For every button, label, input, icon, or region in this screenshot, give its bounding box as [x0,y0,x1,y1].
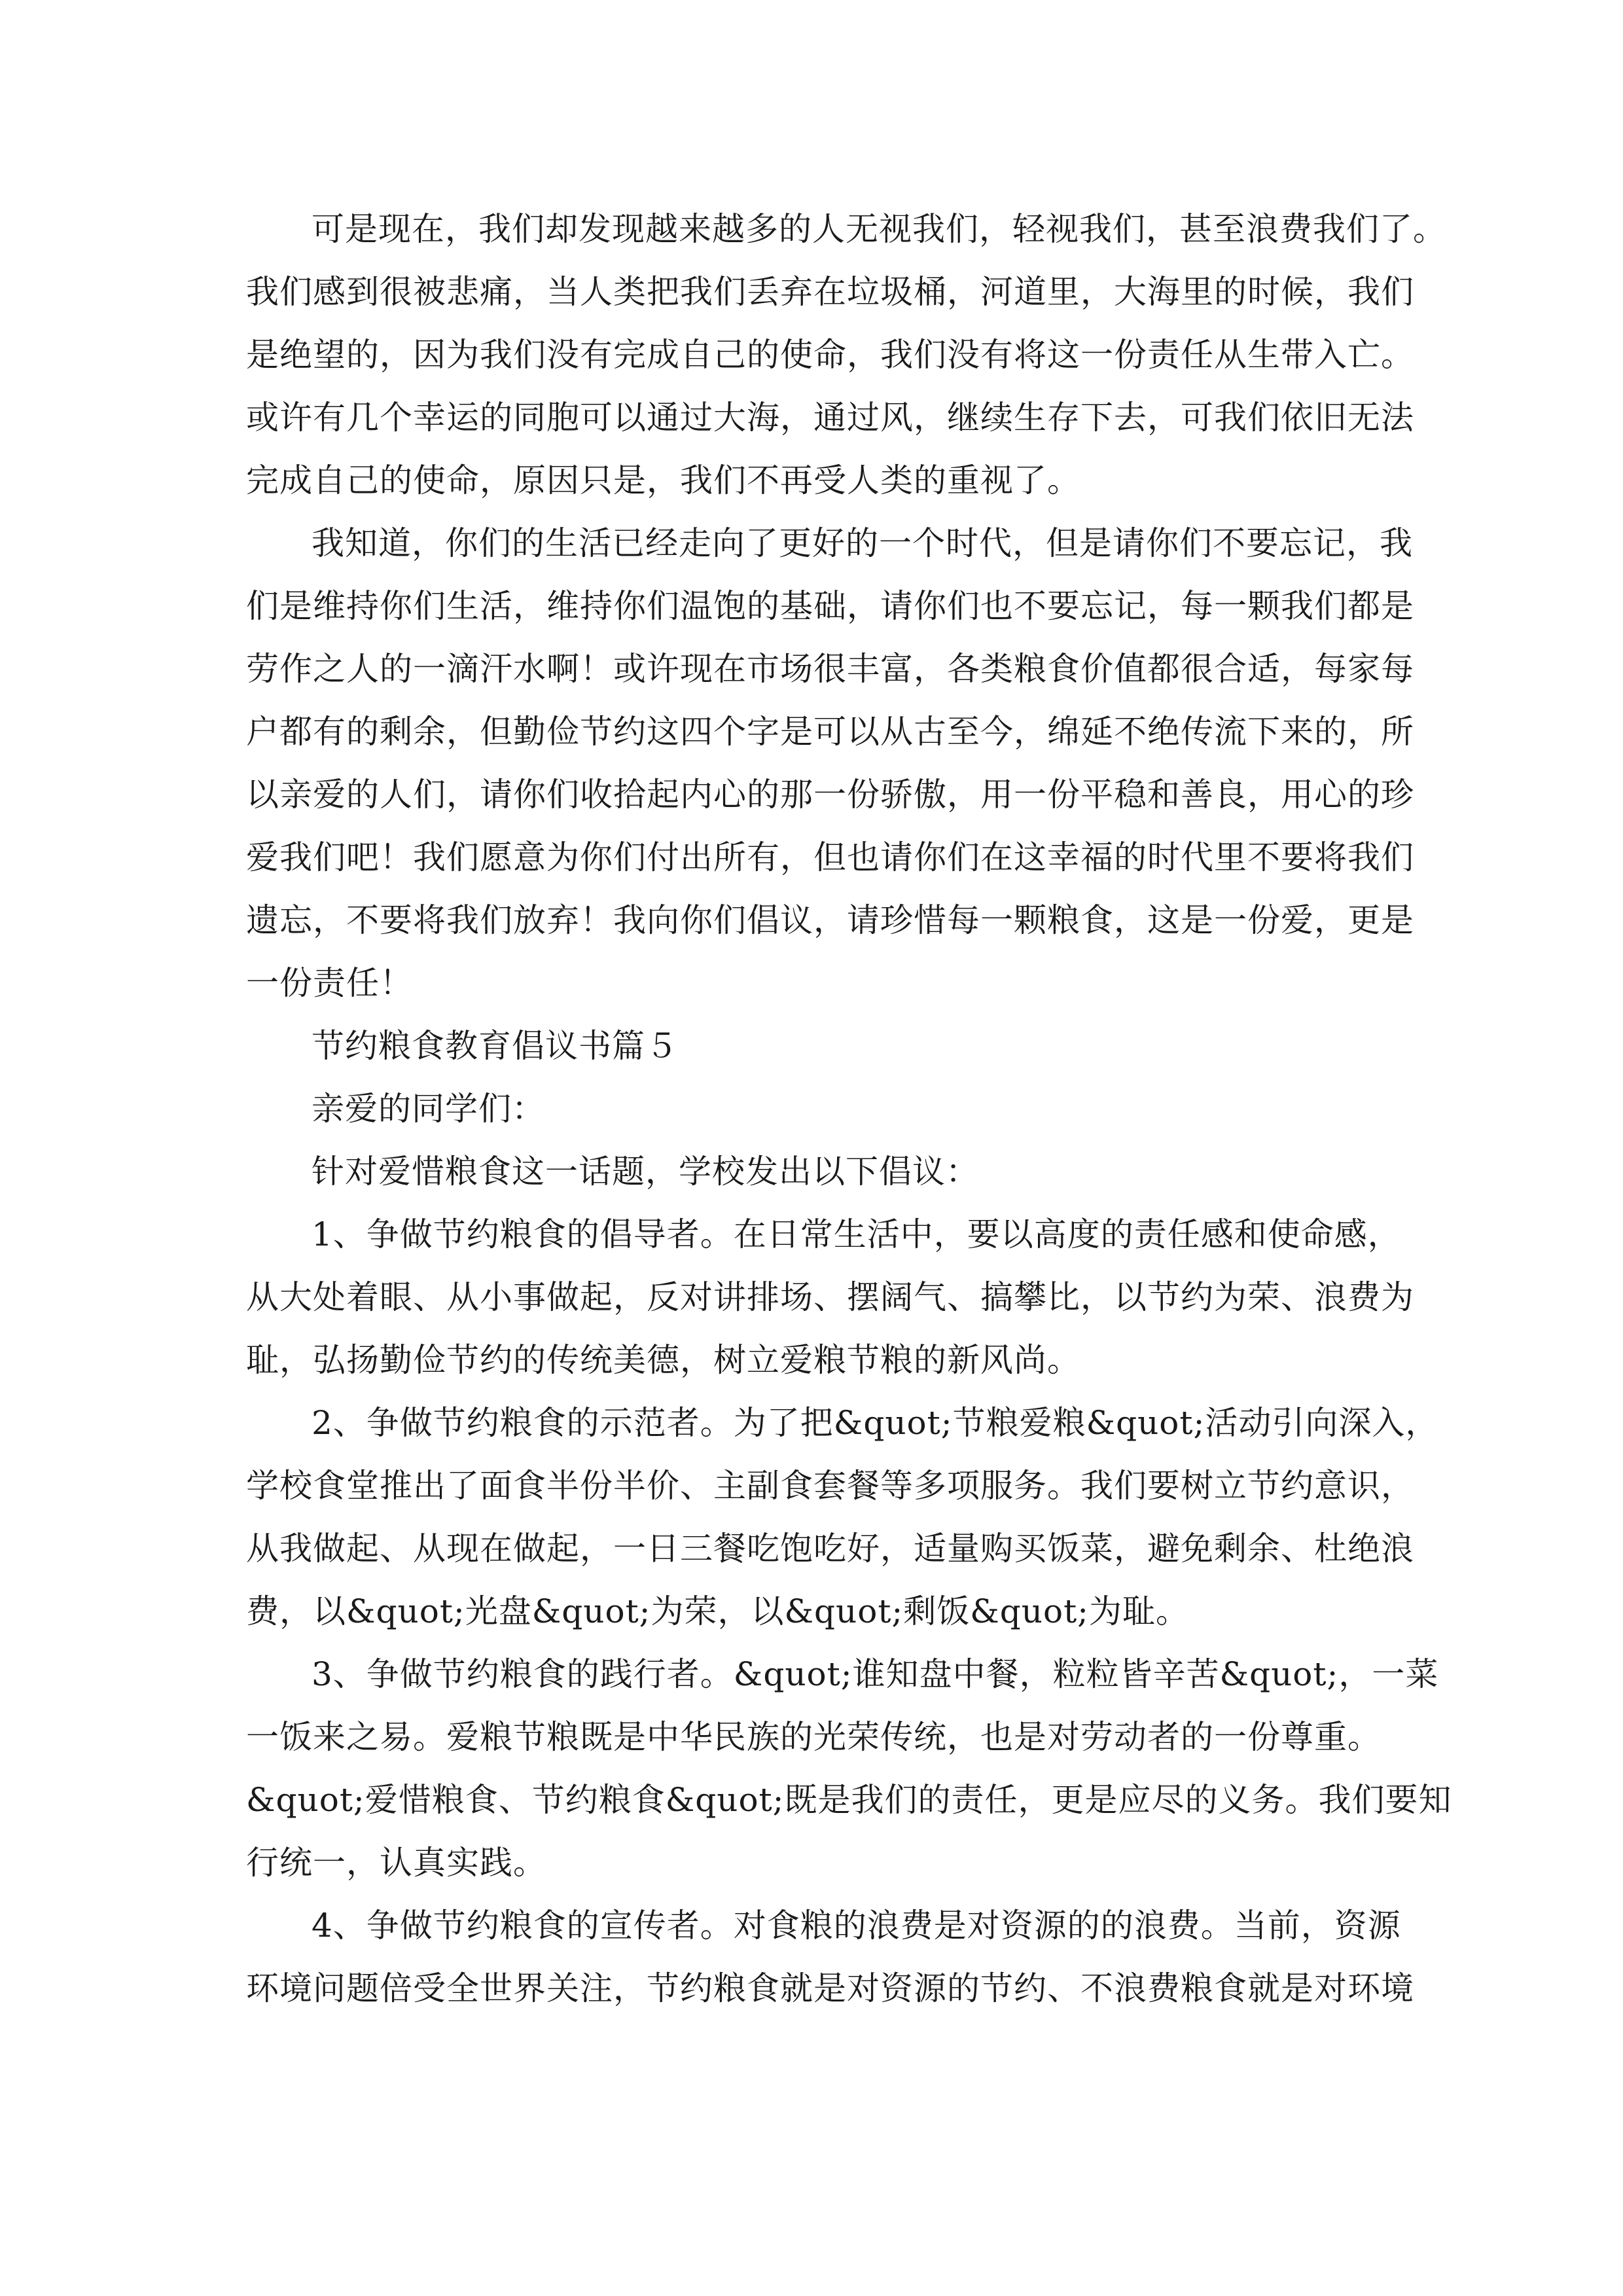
text-line: 1、争做节约粮食的倡导者。在日常生活中，要以高度的责任感和使命感， [312,1215,1401,1253]
document-body [246,198,1452,2020]
text-line: 从我做起、从现在做起，一日三餐吃饱吃好，适量购买饭菜，避免剩余、杜绝浪 [246,1530,1414,1568]
text-line: 耻，弘扬勤俭节约的传统美德，树立爱粮节粮的新风尚。 [246,1341,1080,1379]
text-line: 从大处着眼、从小事做起，反对讲排场、摆阔气、搞攀比，以节约为荣、浪费为 [246,1278,1414,1316]
text-line: 4、争做节约粮食的宣传者。对食粮的浪费是对资源的的浪费。当前，资源 [312,1907,1401,1945]
text-line: 可是现在，我们却发现越来越多的人无视我们，轻视我们，甚至浪费我们了。 [312,210,1446,248]
text-line: 是绝望的，因为我们没有完成自己的使命，我们没有将这一份责任从生带入亡。 [246,336,1414,374]
text-line: 亲爱的同学们： [312,1090,545,1128]
text-line: 学校食堂推出了面食半份半价、主副食套餐等多项服务。我们要树立节约意识， [246,1467,1414,1505]
text-line: 一份责任！ [246,964,413,1002]
text-line: 完成自己的使命，原因只是，我们不再受人类的重视了。 [246,461,1080,499]
text-line: 遗忘，不要将我们放弃！我向你们倡议，请珍惜每一颗粮食，这是一份爱，更是 [246,901,1414,939]
text-line: 费，以&quot;光盘&quot;为荣，以&quot;剩饭&quot;为耻。 [246,1592,1190,1630]
text-line: 环境问题倍受全世界关注，节约粮食就是对资源的节约、不浪费粮食就是对环境 [246,1969,1414,2007]
text-line: 或许有几个幸运的同胞可以通过大海，通过风，继续生存下去，可我们依旧无法 [246,399,1414,437]
text-line: 爱我们吧！我们愿意为你们付出所有，但也请你们在这幸福的时代里不要将我们 [246,838,1414,876]
text-line: 节约粮食教育倡议书篇５ [312,1027,679,1065]
text-line: 我们感到很被悲痛，当人类把我们丢弃在垃圾桶，河道里，大海里的时候，我们 [246,273,1414,311]
text-line: 劳作之人的一滴汗水啊！或许现在市场很丰富，各类粮食价值都很合适，每家每 [246,650,1414,688]
text-line: 3、争做节约粮食的践行者。&quot;谁知盘中餐，粒粒皆辛苦&quot;，一菜 [312,1655,1439,1693]
text-line: 以亲爱的人们，请你们收拾起内心的那一份骄傲，用一份平稳和善良，用心的珍 [246,776,1414,814]
text-line: 们是维持你们生活，维持你们温饱的基础，请你们也不要忘记，每一颗我们都是 [246,587,1414,625]
text-line: 一饭来之易。爱粮节粮既是中华民族的光荣传统，也是对劳动者的一份尊重。 [246,1718,1381,1756]
text-line: 我知道，你们的生活已经走向了更好的一个时代，但是请你们不要忘记，我 [312,524,1413,562]
text-line: &quot;爱惜粮食、节约粮食&quot;既是我们的责任，更是应尽的义务。我们要知 [246,1781,1452,1819]
text-line: 行统一，认真实践。 [246,1844,546,1882]
text-line: 户都有的剩余，但勤俭节约这四个字是可以从古至今，绵延不绝传流下来的，所 [246,713,1414,751]
text-line: 2、争做节约粮食的示范者。为了把&quot;节粮爱粮&quot;活动引向深入， [312,1404,1439,1442]
text-line: 针对爱惜粮食这一话题，学校发出以下倡议： [312,1153,979,1191]
